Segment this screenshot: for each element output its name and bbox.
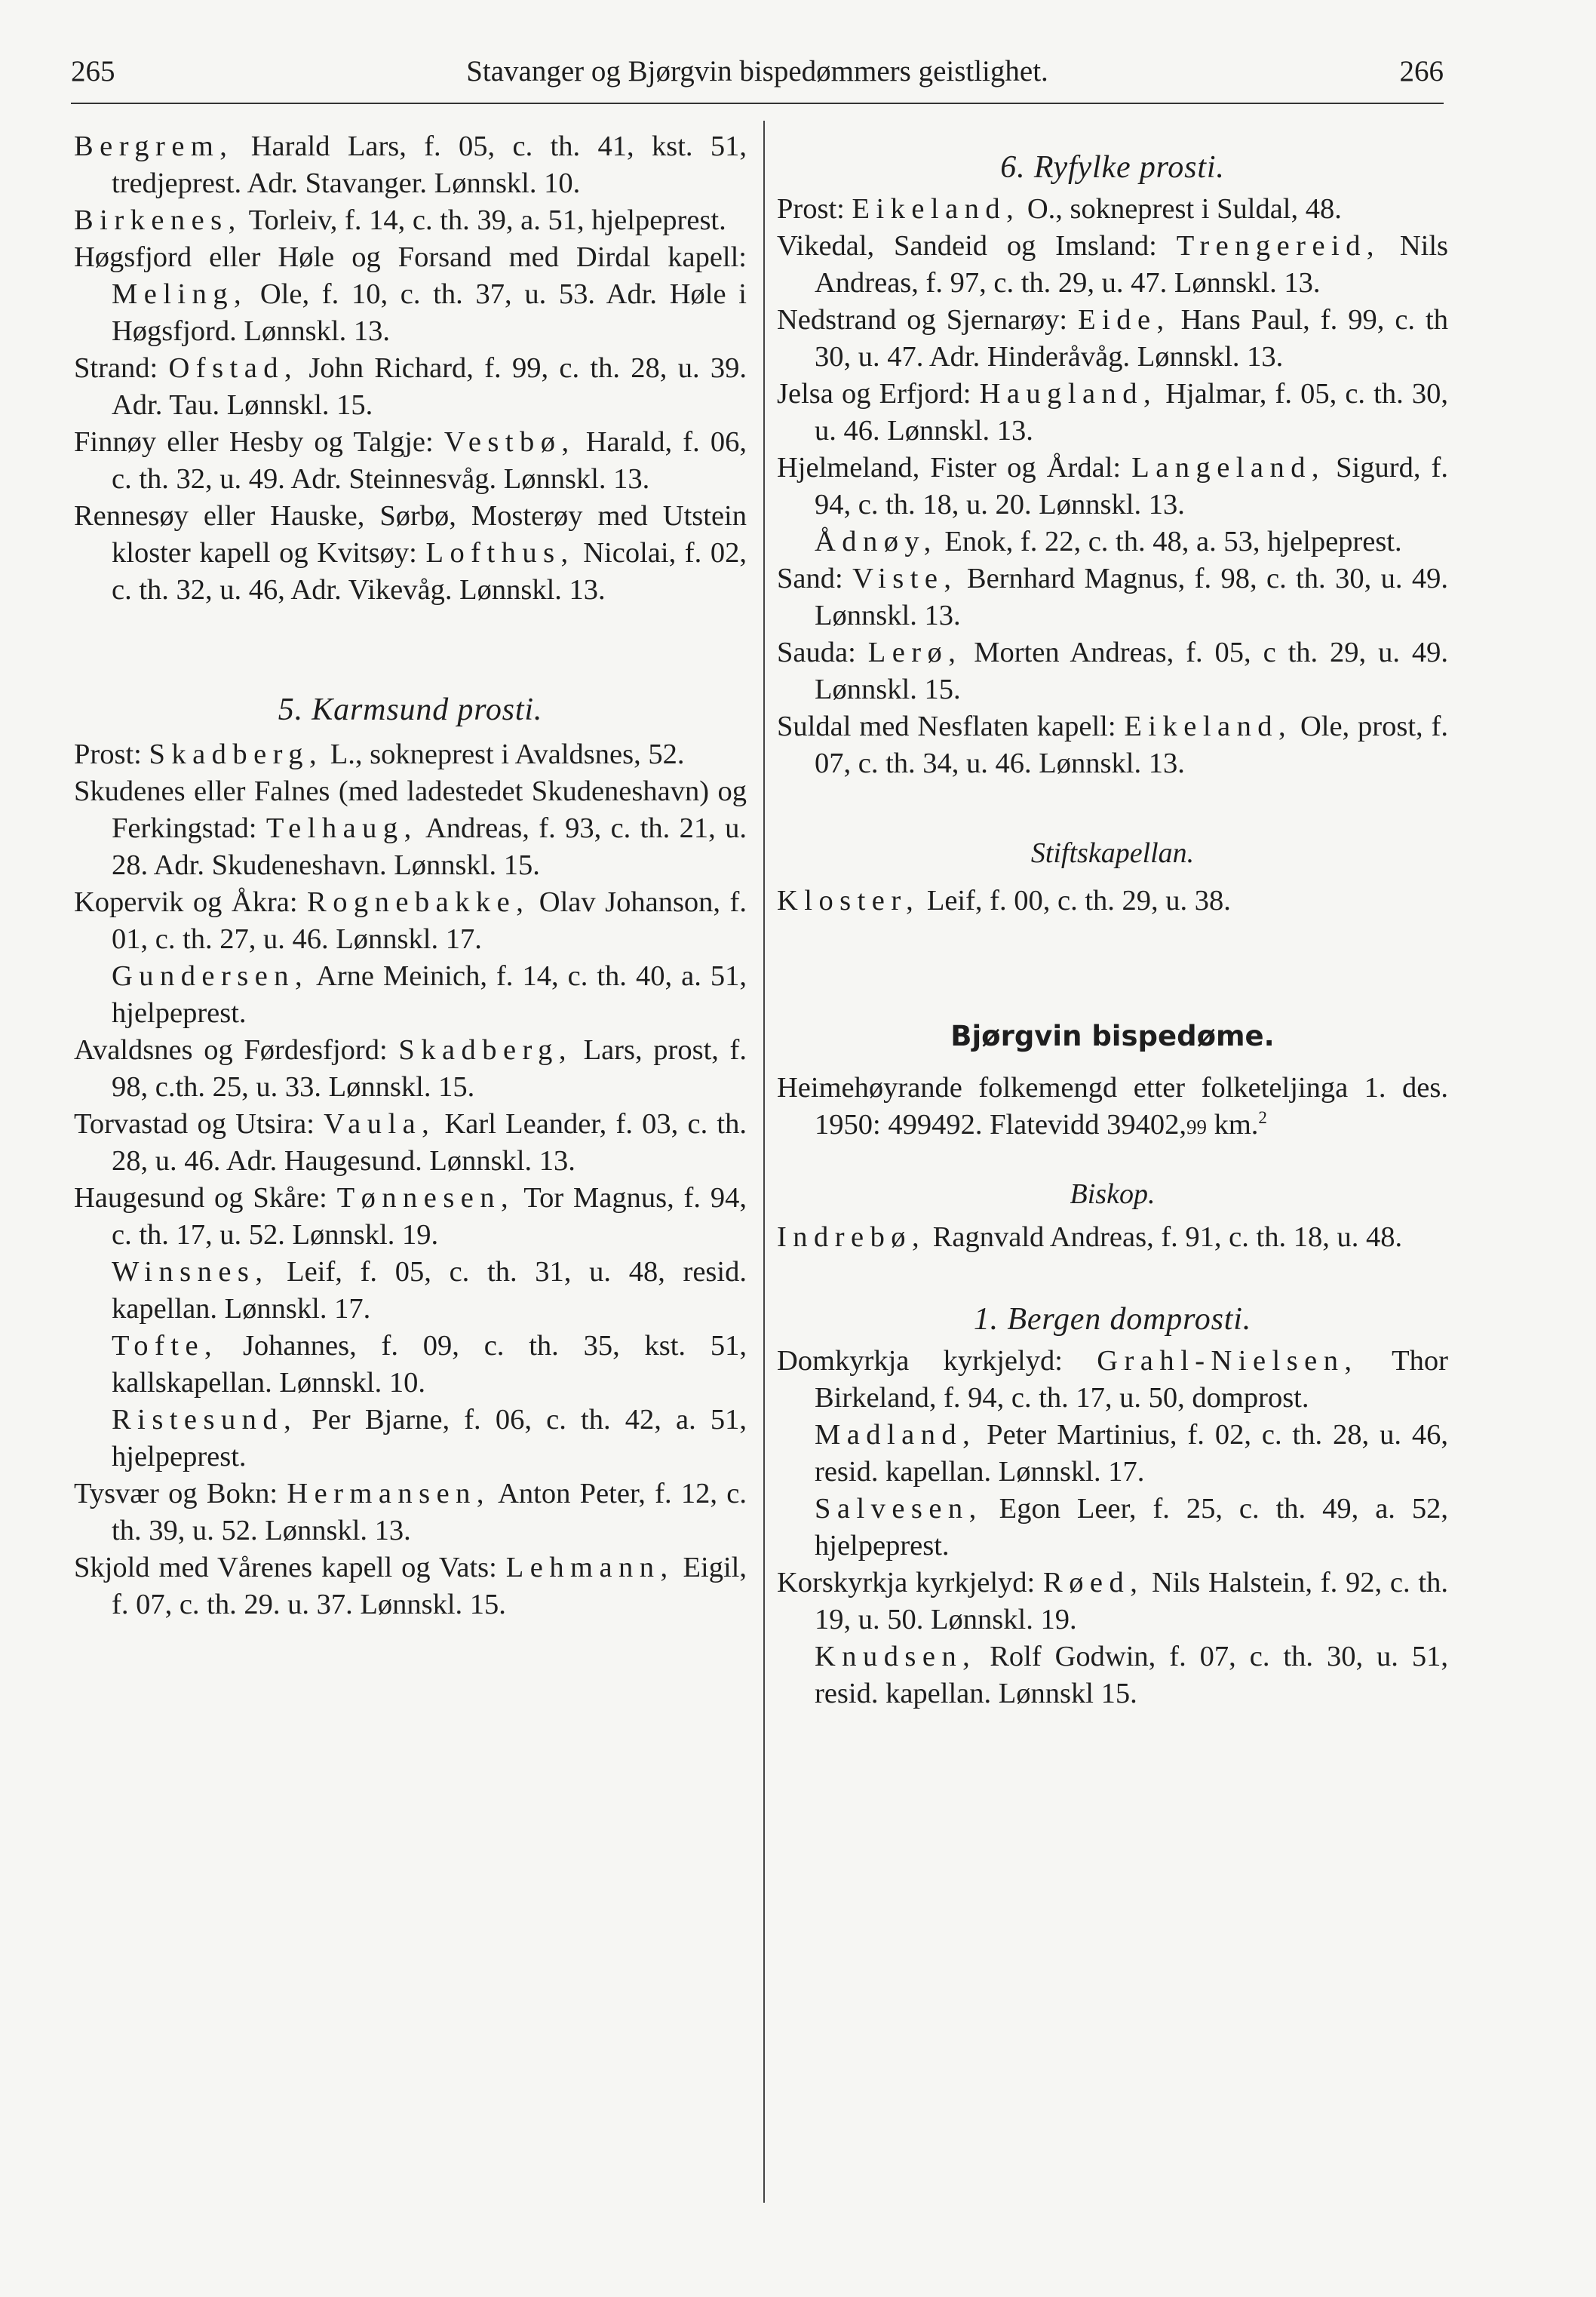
clergy-entry: Birkenes, Torleiv, f. 14, c. th. 39, a. 51, hjelpeprest. [74, 204, 726, 236]
parish-name: Haugesund og Skåre: [74, 1182, 337, 1214]
clergy-name: Eikeland, [852, 193, 1021, 225]
clergy-name: Eikeland, [1124, 711, 1293, 742]
page-header [71, 54, 1444, 100]
parish-entry: Torvastad og Utsira: Vaula, Karl Leander, f. 03, c. th. 28, u. 46. Adr. Haugesund. Lønnskl. 13. [74, 1108, 747, 1177]
clergy-name: Vaula, [324, 1108, 436, 1140]
clergy-name: Telhaug, [265, 812, 418, 844]
clergy-name: Meling, [112, 278, 248, 310]
parish-name: Høgsfjord eller Høle og Forsand med Dirdal kapell: [74, 241, 747, 273]
population-note: Heimehøyrande folkemengd etter folketeljinga 1. des. 1950: 499492. Flatevidd 39402,99 km.$^2$ [777, 1072, 1448, 1141]
parish-name: Finnøy eller Hesby og Talgje: [74, 426, 444, 458]
clergy-name: Winsnes, [112, 1256, 269, 1288]
clergy-entry: Bergrem, Harald Lars, f. 05, c. th. 41, kst. 51, tredjeprest. Adr. Stavanger. Lønnskl. 10. [74, 131, 747, 199]
parish-entry: Tysvær og Bokn: Hermansen, Anton Peter, f. 12, c. th. 39, u. 52. Lønnskl. 13. [74, 1478, 747, 1546]
parish-entry: Domkyrkja kyrkjelyd: Grahl-Nielsen, Thor Birkeland, f. 94, c. th. 17, u. 50, domprost. [777, 1345, 1448, 1414]
parish-name: Sauda: [777, 637, 868, 668]
parish-entry: Skjold med Vårenes kapell og Vats: Lehmann, Eigil, f. 07, c. th. 29. u. 37. Lønnskl. 15. [74, 1552, 747, 1620]
section-heading: 6. Ryfylke prosti. [1000, 150, 1225, 185]
parish-entry: Sand: Viste, Bernhard Magnus, f. 98, c. th. 30, u. 49. Lønnskl. 13. [777, 563, 1449, 631]
clergy-entry: Tofte, Johannes, f. 09, c. th. 35, kst. 51, kallskapellan. Lønnskl. 10. [112, 1330, 747, 1399]
section-heading: 1. Bergen domprosti. [973, 1302, 1252, 1337]
clergy-name: Grahl-Nielsen, [1097, 1345, 1358, 1377]
clergy-name: Hermansen, [287, 1478, 490, 1509]
clergy-name: Skadberg, [398, 1034, 572, 1066]
clergy-name: Salvesen, [815, 1493, 983, 1525]
parish-entry: Haugesund og Skåre: Tønnesen, Tor Magnus, f. 94, c. th. 17, u. 52. Lønnskl. 19. [74, 1182, 747, 1251]
diocese-heading: Bjørgvin bispedøme. [950, 1020, 1275, 1052]
clergy-name: Skadberg, [149, 739, 324, 770]
parish-name: Tysvær og Bokn: [74, 1478, 287, 1509]
clergy-name: Lofthus, [425, 537, 575, 569]
clergy-entry: Ristesund, Per Bjarne, f. 06, c. th. 42, a. 51, hjelpeprest. [112, 1404, 747, 1472]
clergy-name: Vestbø, [444, 426, 575, 458]
parish-entry: Nedstrand og Sjernarøy: Eide, Hans Paul, f. 99, c. th 30, u. 47. Adr. Hinderåvåg. Lønnskl. 13. [777, 304, 1448, 373]
clergy-name: Indrebø, [777, 1221, 926, 1253]
provost-entry: Prost: Eikeland, O., sokneprest i Suldal, 48. [777, 193, 1342, 225]
section-heading: 5. Karmsund prosti. [278, 692, 543, 727]
parish-entry: Jelsa og Erfjord: Haugland, Hjalmar, f. 05, c. th. 30, u. 46. Lønnskl. 13. [777, 378, 1448, 447]
clergy-name: Tofte, [112, 1330, 219, 1362]
clergy-entry: Winsnes, Leif, f. 05, c. th. 31, u. 48, resid. kapellan. Lønnskl. 17. [112, 1256, 747, 1325]
parish-name: Korskyrkja kyrkjelyd: [777, 1567, 1044, 1598]
clergy-name: Ristesund, [112, 1404, 298, 1436]
clergy-name: Lerø, [867, 637, 962, 668]
subsection-heading: Stiftskapellan. [1030, 837, 1195, 869]
parish-entry: Avaldsnes og Førdesfjord: Skadberg, Lars, prost, f. 98, c.th. 25, u. 33. Lønnskl. 15. [74, 1034, 747, 1103]
parish-entry: Sauda: Lerø, Morten Andreas, f. 05, c th. 29, u. 49. Lønnskl. 15. [777, 637, 1448, 705]
clergy-name: Kloster, [777, 885, 920, 917]
clergy-entry: Salvesen, Egon Leer, f. 25, c. th. 49, a. 52, hjelpeprest. [815, 1493, 1448, 1562]
clergy-name: Ofstad, [168, 352, 299, 384]
parish-name: Vikedal, Sandeid og Imsland: [777, 230, 1177, 262]
page-number-left: 265 [71, 55, 115, 88]
left-column [74, 128, 747, 1623]
bishop-entry: Indrebø, Ragnvald Andreas, f. 91, c. th. 18, u. 48. [777, 1221, 1403, 1253]
provost-entry: Prost: Skadberg, L., sokneprest i Avaldsnes, 52. [74, 739, 685, 770]
clergy-entry: Ådnøy, Enok, f. 22, c. th. 48, a. 53, hjelpeprest. [815, 526, 1402, 557]
clergy-name: Langeland, [1131, 452, 1326, 484]
parish-name: Domkyrkja kyrkjelyd: [777, 1345, 1097, 1377]
right-column [777, 128, 1448, 1712]
parish-entry: Rennesøy eller Hauske, Sørbø, Mosterøy med Utstein kloster kapell og Kvitsøy: Lofthus, Nicolai, f. 02, c. th. 32, u. 46, Adr. Vikevåg. Lønnskl. 13. [74, 500, 747, 606]
parish-entry: Finnøy eller Hesby og Talgje: Vestbø, Harald, f. 06, c. th. 32, u. 49. Adr. Steinnesvåg. Lønnskl. 13. [74, 426, 747, 495]
parish-name: Avaldsnes og Førdesfjord: [74, 1034, 399, 1066]
clergy-entry: Kloster, Leif, f. 00, c. th. 29, u. 38. [777, 885, 1231, 917]
column-divider [763, 121, 765, 2203]
parish-name: Nedstrand og Sjernarøy: [777, 304, 1079, 336]
clergy-name: Tønnesen, [336, 1182, 515, 1214]
clergy-name: Lehmann, [505, 1552, 674, 1583]
parish-entry: Vikedal, Sandeid og Imsland: Trengereid, Nils Andreas, f. 97, c. th. 29, u. 47. Lønnskl. 13. [777, 230, 1449, 299]
parish-entry: Suldal med Nesflaten kapell: Eikeland, Ole, prost, f. 07, c. th. 34, u. 46. Lønnskl. 13. [777, 711, 1448, 779]
clergy-name: Knudsen, [815, 1641, 977, 1672]
parish-entry: Hjelmeland, Fister og Årdal: Langeland, Sigurd, f. 94, c. th. 18, u. 20. Lønnskl. 13. [777, 452, 1448, 521]
parish-entry: Kopervik og Åkra: Rognebakke, Olav Johanson, f. 01, c. th. 27, u. 46. Lønnskl. 17. [74, 886, 747, 955]
parish-name: Hjelmeland, Fister og Årdal: [777, 452, 1132, 484]
clergy-name: Madland, [815, 1419, 977, 1451]
parish-name: Strand: [74, 352, 169, 384]
clergy-name: Røed, [1043, 1567, 1144, 1598]
parish-entry: Strand: Ofstad, John Richard, f. 99, c. th. 28, u. 39. Adr. Tau. Lønnskl. 15. [74, 352, 747, 421]
parish-name: Skudenes eller Falnes (med ladestedet Skudeneshavn) og Ferkingstad: [74, 775, 747, 844]
clergy-name: Rognebakke, [307, 886, 530, 918]
clergy-entry: Knudsen, Rolf Godwin, f. 07, c. th. 30, u. 51, resid. kapellan. Lønnskl 15. [815, 1641, 1448, 1709]
clergy-name: Haugland, [979, 378, 1158, 410]
clergy-name: Viste, [852, 563, 958, 594]
page-number-right: 266 [1399, 55, 1444, 88]
parish-name: Suldal med Nesflaten kapell: [777, 711, 1125, 742]
parish-name: Skjold med Vårenes kapell og Vats: [74, 1552, 506, 1583]
clergy-entry: Gundersen, Arne Meinich, f. 14, c. th. 40, a. 51, hjelpeprest. [112, 960, 747, 1029]
parish-name: Kopervik og Åkra: [74, 886, 308, 918]
clergy-name: Trengereid, [1176, 230, 1381, 262]
parish-entry: Høgsfjord eller Høle og Forsand med Dirdal kapell: Meling, Ole, f. 10, c. th. 37, u. 53. Adr. Høle i Høgsfjord. Lønnskl. 13. [74, 241, 747, 347]
clergy-name: Bergrem, [74, 131, 234, 162]
running-title: Stavanger og Bjørgvin bispedømmers geistlighet. [466, 55, 1048, 88]
parish-name: Torvastad og Utsira: [74, 1108, 324, 1140]
parish-name: Rennesøy eller Hauske, Sørbø, Mosterøy med Utstein kloster kapell og Kvitsøy: [74, 500, 747, 569]
clergy-entry: Madland, Peter Martinius, f. 02, c. th. 28, u. 46, resid. kapellan. Lønnskl. 17. [815, 1419, 1448, 1488]
parish-entry: Korskyrkja kyrkjelyd: Røed, Nils Halstein, f. 92, c. th. 19, u. 50. Lønnskl. 19. [777, 1567, 1448, 1635]
subsection-heading: Biskop. [1070, 1178, 1156, 1210]
parish-name: Jelsa og Erfjord: [777, 378, 980, 410]
parish-entry: Skudenes eller Falnes (med ladestedet Skudeneshavn) og Ferkingstad: Telhaug, Andreas, f. 93, c. th. 21, u. 28. Adr. Skudeneshavn. Lønnskl. 15. [74, 775, 747, 881]
header-rule [71, 103, 1444, 104]
clergy-name: Eide, [1078, 304, 1171, 336]
clergy-name: Gundersen, [112, 960, 309, 992]
clergy-name: Birkenes, [74, 204, 242, 236]
parish-name: Sand: [777, 563, 853, 594]
clergy-name: Ådnøy, [815, 526, 938, 557]
